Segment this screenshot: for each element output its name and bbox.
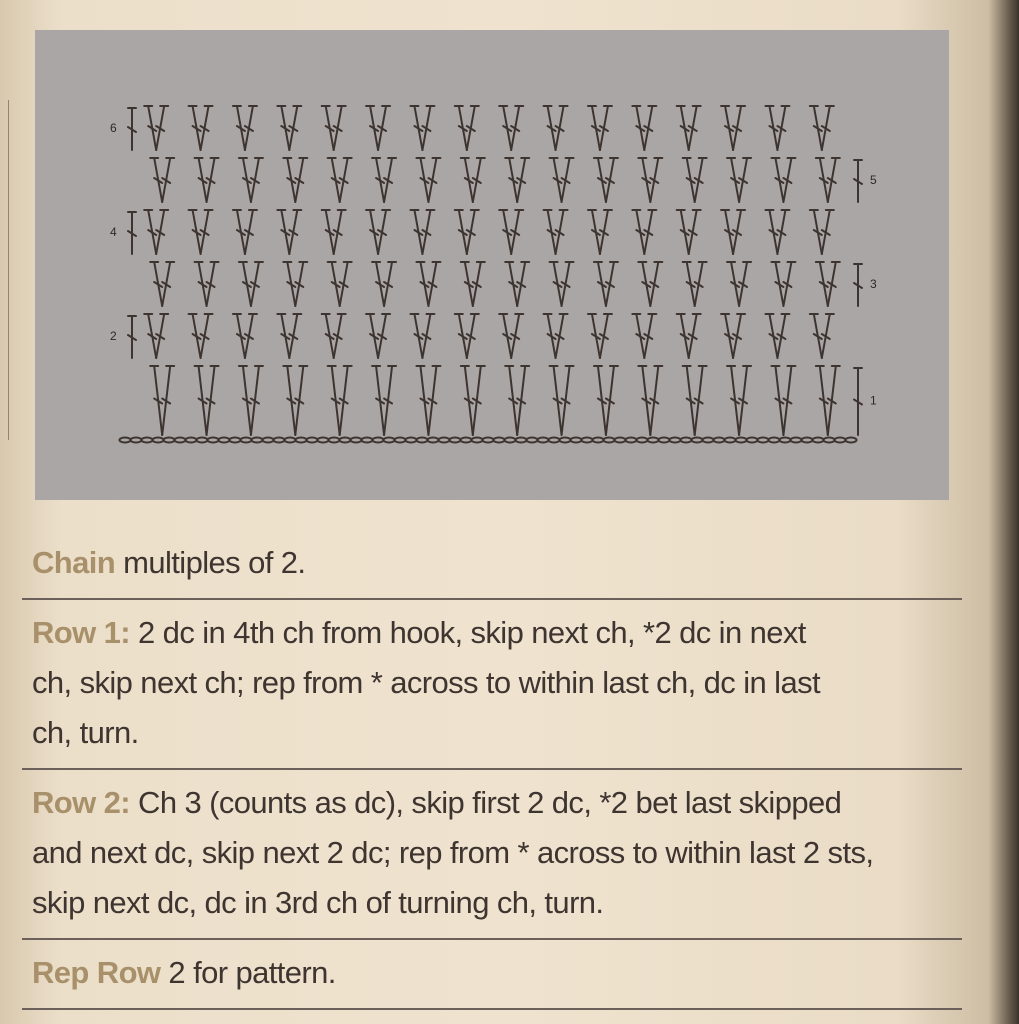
double-crochet	[428, 158, 440, 202]
double-crochet	[689, 106, 701, 150]
double-crochet	[721, 314, 733, 358]
double-crochet	[195, 262, 207, 306]
double-crochet	[828, 262, 840, 306]
double-crochet	[733, 314, 745, 358]
double-crochet	[606, 158, 618, 202]
double-crochet	[517, 158, 529, 202]
double-crochet	[606, 366, 618, 435]
row1-instruction	[22, 600, 962, 770]
double-crochet	[544, 314, 556, 358]
double-crochet	[207, 158, 219, 202]
double-crochet	[455, 314, 467, 358]
chart-row-2	[128, 314, 834, 358]
double-crochet	[594, 366, 606, 435]
double-crochet	[233, 106, 245, 150]
double-crochet	[771, 158, 783, 202]
row2-lead: Row 2:	[32, 785, 131, 820]
double-crochet	[283, 366, 295, 435]
double-crochet	[150, 366, 162, 435]
double-crochet	[473, 366, 485, 435]
double-crochet	[588, 210, 600, 254]
repeat-lead: Rep Row	[32, 955, 161, 990]
double-crochet	[562, 262, 574, 306]
double-crochet	[384, 158, 396, 202]
double-crochet	[455, 210, 467, 254]
stitch-chart	[35, 30, 949, 500]
double-crochet	[550, 366, 562, 435]
turning-stitch	[128, 212, 136, 254]
double-crochet	[632, 210, 644, 254]
double-crochet	[683, 366, 695, 435]
double-crochet	[372, 262, 384, 306]
double-crochet	[505, 262, 517, 306]
repeat-text: 2 for pattern.	[160, 955, 336, 990]
double-crochet	[245, 210, 257, 254]
double-crochet	[295, 262, 307, 306]
double-crochet	[416, 158, 428, 202]
double-crochet	[650, 366, 662, 435]
double-crochet	[384, 366, 396, 435]
double-crochet	[771, 366, 783, 435]
double-crochet	[727, 366, 739, 435]
row2-line-1	[32, 778, 952, 828]
double-crochet	[428, 366, 440, 435]
double-crochet	[650, 158, 662, 202]
double-crochet	[816, 158, 828, 202]
double-crochet	[822, 210, 834, 254]
double-crochet	[473, 262, 485, 306]
chain-text: multiples of 2.	[115, 545, 306, 580]
row-label-6: 6	[110, 121, 117, 135]
double-crochet	[422, 106, 434, 150]
double-crochet	[588, 106, 600, 150]
row-label-5: 5	[870, 173, 877, 187]
double-crochet	[683, 262, 695, 306]
double-crochet	[644, 106, 656, 150]
double-crochet	[162, 158, 174, 202]
double-crochet	[150, 158, 162, 202]
double-crochet	[239, 158, 251, 202]
double-crochet	[810, 210, 822, 254]
double-crochet	[556, 210, 568, 254]
double-crochet	[334, 210, 346, 254]
double-crochet	[771, 262, 783, 306]
double-crochet	[721, 210, 733, 254]
turning-stitch	[854, 264, 862, 306]
double-crochet	[295, 158, 307, 202]
double-crochet	[550, 158, 562, 202]
double-crochet	[328, 262, 340, 306]
double-crochet	[467, 106, 479, 150]
double-crochet	[822, 314, 834, 358]
double-crochet	[322, 106, 334, 150]
double-crochet	[150, 262, 162, 306]
double-crochet	[733, 210, 745, 254]
double-crochet	[239, 366, 251, 435]
double-crochet	[810, 106, 822, 150]
foundation-chain	[120, 438, 857, 443]
double-crochet	[328, 366, 340, 435]
double-crochet	[632, 314, 644, 358]
double-crochet	[588, 314, 600, 358]
double-crochet	[828, 366, 840, 435]
double-crochet	[277, 210, 289, 254]
double-crochet	[594, 158, 606, 202]
double-crochet	[233, 210, 245, 254]
double-crochet	[777, 106, 789, 150]
double-crochet	[739, 262, 751, 306]
double-crochet	[499, 210, 511, 254]
double-crochet	[372, 158, 384, 202]
double-crochet	[816, 366, 828, 435]
margin-rule	[8, 100, 9, 440]
double-crochet	[366, 314, 378, 358]
double-crochet	[384, 262, 396, 306]
double-crochet	[677, 314, 689, 358]
double-crochet	[499, 314, 511, 358]
double-crochet	[277, 314, 289, 358]
double-crochet	[156, 314, 168, 358]
double-crochet	[144, 106, 156, 150]
turning-stitch	[854, 368, 862, 435]
double-crochet	[422, 314, 434, 358]
row2-instruction	[22, 770, 962, 940]
double-crochet	[340, 366, 352, 435]
double-crochet	[810, 314, 822, 358]
double-crochet	[162, 262, 174, 306]
chain-instruction	[22, 530, 962, 600]
double-crochet	[328, 158, 340, 202]
double-crochet	[600, 314, 612, 358]
double-crochet	[644, 314, 656, 358]
double-crochet	[562, 366, 574, 435]
double-crochet	[322, 314, 334, 358]
double-crochet	[239, 262, 251, 306]
double-crochet	[378, 210, 390, 254]
stitch-chart-panel	[35, 30, 949, 500]
double-crochet	[189, 210, 201, 254]
repeat-line	[32, 948, 952, 998]
double-crochet	[638, 262, 650, 306]
double-crochet	[245, 314, 257, 358]
double-crochet	[677, 106, 689, 150]
double-crochet	[156, 106, 168, 150]
double-crochet	[606, 262, 618, 306]
double-crochet	[727, 262, 739, 306]
double-crochet	[295, 366, 307, 435]
chain-lead: Chain	[32, 545, 116, 580]
double-crochet	[162, 366, 174, 435]
double-crochet	[378, 314, 390, 358]
row-label-3: 3	[870, 277, 877, 291]
double-crochet	[207, 366, 219, 435]
double-crochet	[739, 158, 751, 202]
double-crochet	[201, 314, 213, 358]
double-crochet	[410, 210, 422, 254]
row-label-4: 4	[110, 225, 117, 239]
double-crochet	[556, 106, 568, 150]
row1-lead: Row 1:	[32, 615, 131, 650]
double-crochet	[410, 314, 422, 358]
double-crochet	[189, 314, 201, 358]
double-crochet	[695, 366, 707, 435]
double-crochet	[499, 106, 511, 150]
double-crochet	[783, 262, 795, 306]
double-crochet	[644, 210, 656, 254]
double-crochet	[334, 314, 346, 358]
double-crochet	[416, 366, 428, 435]
double-crochet	[739, 366, 751, 435]
double-crochet	[727, 158, 739, 202]
double-crochet	[233, 314, 245, 358]
double-crochet	[340, 262, 352, 306]
double-crochet	[144, 210, 156, 254]
double-crochet	[428, 262, 440, 306]
chart-row-3	[150, 262, 862, 306]
double-crochet	[156, 210, 168, 254]
double-crochet	[632, 106, 644, 150]
double-crochet	[322, 210, 334, 254]
double-crochet	[550, 262, 562, 306]
double-crochet	[473, 158, 485, 202]
repeat-instruction	[22, 940, 962, 1010]
double-crochet	[695, 158, 707, 202]
double-crochet	[467, 210, 479, 254]
double-crochet	[765, 106, 777, 150]
row-label-2: 2	[110, 329, 117, 343]
double-crochet	[638, 158, 650, 202]
double-crochet	[372, 366, 384, 435]
row1-line-2: ch, skip next ch; rep from * across to within last ch, dc in last	[32, 665, 820, 700]
chart-row-5	[150, 158, 862, 202]
chart-row-4	[128, 210, 834, 254]
double-crochet	[777, 314, 789, 358]
double-crochet	[600, 106, 612, 150]
double-crochet	[340, 158, 352, 202]
turning-stitch	[128, 108, 136, 150]
row2-text-1: Ch 3 (counts as dc), skip first 2 dc, *2 bet last skipped	[130, 785, 842, 820]
double-crochet	[544, 106, 556, 150]
double-crochet	[283, 158, 295, 202]
double-crochet	[517, 262, 529, 306]
double-crochet	[251, 158, 263, 202]
double-crochet	[201, 210, 213, 254]
double-crochet	[511, 106, 523, 150]
double-crochet	[816, 262, 828, 306]
double-crochet	[289, 210, 301, 254]
double-crochet	[410, 106, 422, 150]
row-label-1: 1	[870, 393, 877, 408]
double-crochet	[765, 314, 777, 358]
double-crochet	[144, 314, 156, 358]
chain-line	[32, 538, 952, 588]
double-crochet	[650, 262, 662, 306]
double-crochet	[366, 106, 378, 150]
double-crochet	[467, 314, 479, 358]
double-crochet	[683, 158, 695, 202]
turning-stitch	[854, 160, 862, 202]
double-crochet	[334, 106, 346, 150]
double-crochet	[765, 210, 777, 254]
double-crochet	[195, 366, 207, 435]
double-crochet	[207, 262, 219, 306]
double-crochet	[416, 262, 428, 306]
double-crochet	[733, 106, 745, 150]
double-crochet	[277, 106, 289, 150]
double-crochet	[562, 158, 574, 202]
double-crochet	[289, 106, 301, 150]
chart-row-1	[150, 366, 862, 435]
chart-row-6	[128, 106, 834, 150]
turning-stitch	[128, 316, 136, 358]
double-crochet	[517, 366, 529, 435]
double-crochet	[594, 262, 606, 306]
double-crochet	[461, 366, 473, 435]
double-crochet	[777, 210, 789, 254]
double-crochet	[189, 106, 201, 150]
double-crochet	[505, 158, 517, 202]
double-crochet	[638, 366, 650, 435]
double-crochet	[461, 158, 473, 202]
double-crochet	[783, 366, 795, 435]
double-crochet	[695, 262, 707, 306]
double-crochet	[366, 210, 378, 254]
double-crochet	[378, 106, 390, 150]
double-crochet	[544, 210, 556, 254]
double-crochet	[689, 210, 701, 254]
double-crochet	[689, 314, 701, 358]
double-crochet	[511, 314, 523, 358]
double-crochet	[600, 210, 612, 254]
double-crochet	[289, 314, 301, 358]
row1-line-3: ch, turn.	[32, 715, 139, 750]
double-crochet	[455, 106, 467, 150]
double-crochet	[511, 210, 523, 254]
double-crochet	[283, 262, 295, 306]
double-crochet	[201, 106, 213, 150]
double-crochet	[251, 262, 263, 306]
row1-line-1	[32, 608, 952, 658]
row2-line-2: and next dc, skip next 2 dc; rep from * across to within last 2 sts,	[32, 835, 874, 870]
double-crochet	[195, 158, 207, 202]
double-crochet	[461, 262, 473, 306]
double-crochet	[505, 366, 517, 435]
double-crochet	[245, 106, 257, 150]
pattern-instructions	[22, 530, 962, 1010]
double-crochet	[721, 106, 733, 150]
double-crochet	[677, 210, 689, 254]
row2-line-3: skip next dc, dc in 3rd ch of turning ch, turn.	[32, 885, 604, 920]
double-crochet	[828, 158, 840, 202]
double-crochet	[822, 106, 834, 150]
row1-text-1: 2 dc in 4th ch from hook, skip next ch, *2 dc in next	[130, 615, 806, 650]
double-crochet	[783, 158, 795, 202]
double-crochet	[556, 314, 568, 358]
double-crochet	[422, 210, 434, 254]
double-crochet	[251, 366, 263, 435]
